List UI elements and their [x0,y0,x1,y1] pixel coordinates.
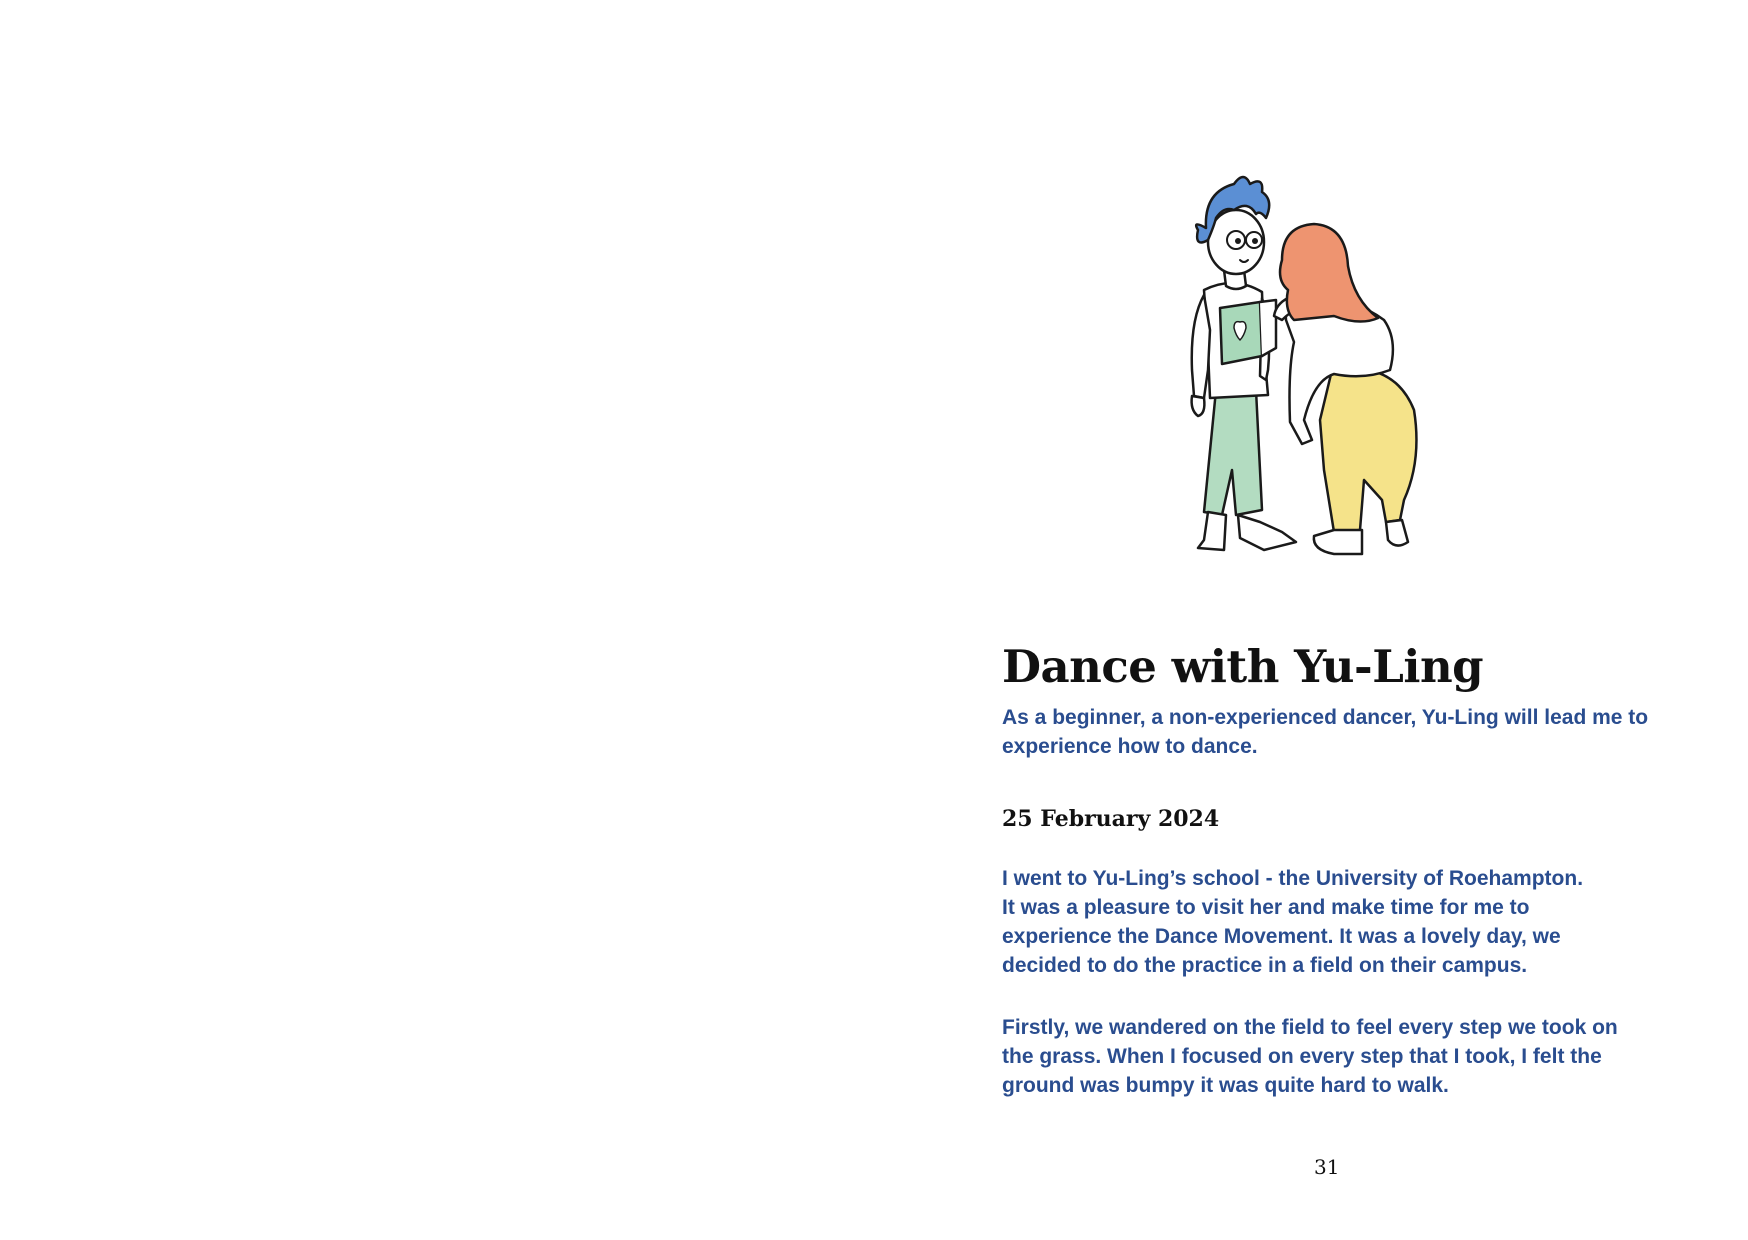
two-dancers-illustration [1164,170,1454,610]
body-paragraph [1002,864,1662,980]
page-title: Dance with Yu-Ling [1002,640,1484,693]
body-paragraph [1002,1013,1662,1100]
paragraph-line: the grass. When I focused on every step that I took, I felt the [1002,1045,1602,1068]
entry-date: 25 February 2024 [1002,806,1220,832]
paragraph-line: experience the Dance Movement. It was a lovely day, we [1002,925,1561,948]
paragraph-line: ground was bumpy it was quite hard to walk. [1002,1074,1449,1097]
paragraph-line: Firstly, we wandered on the field to feel every step we took on [1002,1016,1618,1039]
intro-text: As a beginner, a non-experienced dancer, Yu-Ling will lead me to experience how to dance. [1002,706,1649,758]
page-number: 31 [1314,1155,1340,1179]
paragraph-line: decided to do the practice in a field on their campus. [1002,954,1528,977]
paragraph-line: I went to Yu-Ling’s school - the University of Roehampton. [1002,867,1584,890]
right-page [874,0,1748,1240]
paragraph-line: It was a pleasure to visit her and make time for me to [1002,896,1530,919]
